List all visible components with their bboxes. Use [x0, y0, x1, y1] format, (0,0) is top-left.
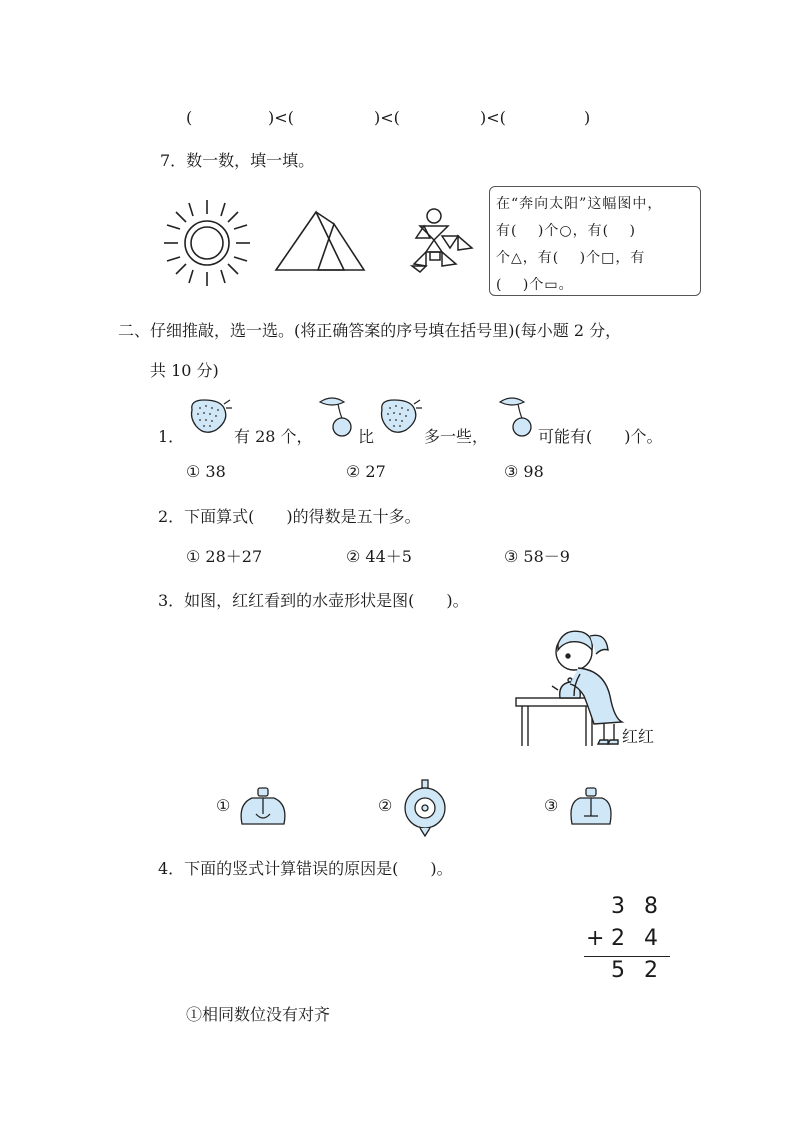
girl-looking-at-teapot-illustration	[514, 626, 634, 750]
teapot-side-view[interactable]	[568, 786, 614, 828]
q1-text-c: 多一些，	[424, 427, 489, 446]
order-segment-3: )<(	[480, 108, 506, 127]
q7-box-line-1: 在“奔向太阳”这幅图中，	[496, 196, 663, 212]
order-paren-open: (	[186, 108, 193, 127]
plus-sign: +	[586, 926, 605, 951]
section2-heading-cont: 共 10 分)	[150, 361, 219, 380]
mountains-figure	[274, 210, 368, 272]
order-segment-1: )<(	[268, 108, 294, 127]
girl-label: 红红	[622, 727, 655, 746]
q1-option-3: ③ 98	[504, 462, 544, 481]
strawberry-icon	[186, 396, 234, 436]
q7-question-box	[489, 186, 701, 296]
cherry-icon	[318, 396, 358, 438]
teapot-top-view[interactable]	[402, 780, 448, 838]
q4-text: 4．下面的竖式计算错误的原因是( )。	[158, 859, 453, 878]
addend-2: 2 4	[611, 926, 664, 951]
addend-1: 3 8	[611, 894, 664, 919]
q1-text-d: 可能有( )个。	[538, 427, 663, 446]
q2-option-1: ① 28＋27	[186, 547, 263, 566]
q4-option-1: ①相同数位没有对齐	[186, 1005, 331, 1024]
teapot-front-view[interactable]	[238, 786, 288, 828]
order-segment-2: )<(	[374, 108, 400, 127]
q1-number: 1．	[158, 427, 185, 446]
q1-text-a: 有 28 个，	[234, 427, 313, 446]
q2-option-3: ③ 58－9	[504, 547, 570, 566]
q7-box-line-3: 个△，有( )个□，有	[496, 250, 646, 266]
q1-option-1: ① 38	[186, 462, 226, 481]
q7-box-line-4: ( )个▭。	[496, 277, 574, 293]
order-paren-close: )	[584, 108, 591, 127]
sum-result: 5 2	[611, 958, 664, 983]
sun-figure	[162, 198, 252, 288]
q3-text: 3．如图，红红看到的水壶形状是图( )。	[158, 591, 469, 610]
q1-option-2: ② 27	[346, 462, 386, 481]
q7-title: 7．数一数，填一填。	[160, 151, 315, 170]
q2-text: 2．下面算式( )的得数是五十多。	[158, 507, 421, 526]
q3-option-1-label: ①	[216, 796, 231, 815]
section2-heading: 二、仔细推敲，选一选。(将正确答案的序号填在括号里)(每小题 2 分，	[118, 321, 622, 340]
q3-option-3-label: ③	[544, 796, 559, 815]
strawberry-icon	[376, 396, 424, 436]
q2-option-2: ② 44＋5	[346, 547, 412, 566]
q1-text-b: 比	[358, 427, 375, 446]
q7-box-line-2: 有( )个○，有( )	[496, 223, 636, 239]
vertical-addition	[584, 892, 670, 988]
running-figure	[410, 208, 480, 272]
q3-option-2-label: ②	[378, 796, 393, 815]
sum-line	[584, 956, 670, 957]
cherry-icon	[498, 396, 538, 438]
